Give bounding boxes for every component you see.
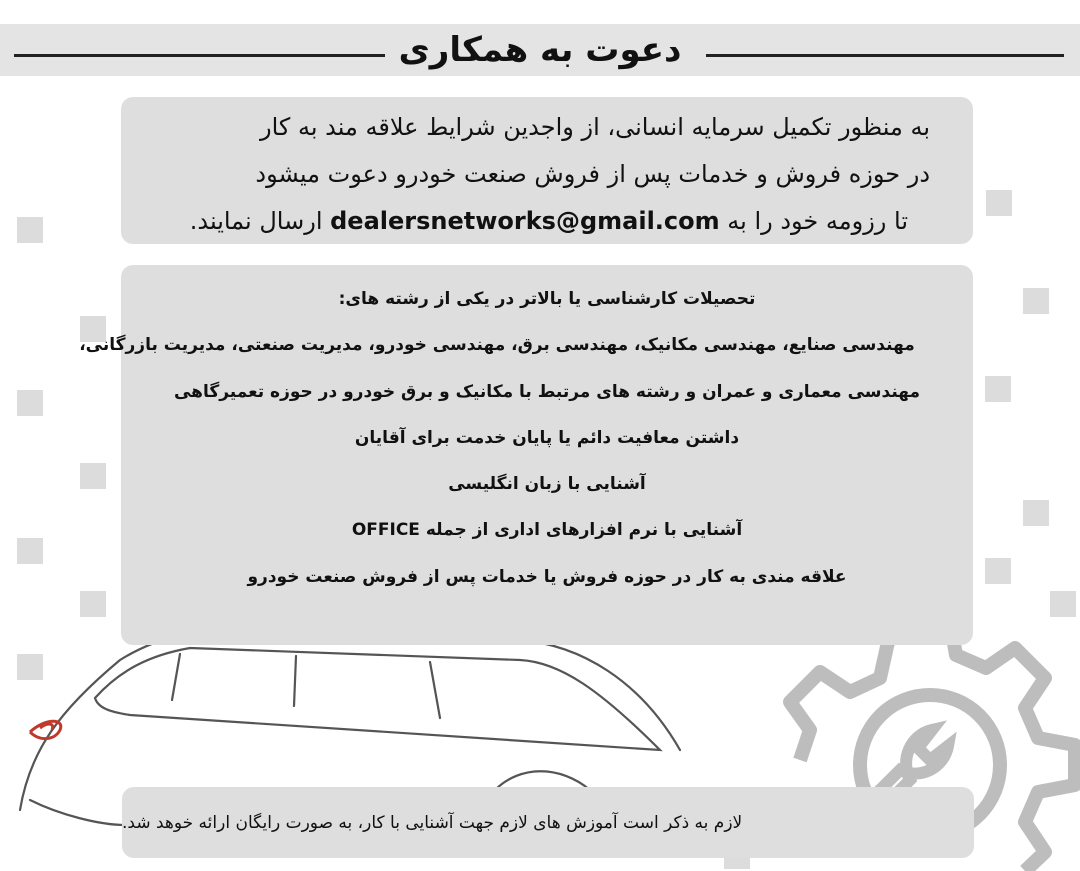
requirement-item: تحصیلات کارشناسی یا بالاتر در یکی از رشته های: (338, 289, 756, 309)
intro-text (150, 104, 930, 245)
intro-line-2: در حوزه فروش و خدمات پس از فروش صنعت خودرو دعوت میشود (255, 160, 930, 188)
requirement-item: مهندسی معماری و عمران و رشته های مرتبط با مکانیک و برق خودرو در حوزه تعمیرگاهی (173, 381, 921, 402)
decor-square (80, 463, 106, 489)
requirement-item: علاقه مندی به کار در حوزه فروش یا خدمات پس از فروش صنعت خودرو (247, 566, 847, 587)
page-title-text: دعوت به همکاری (385, 30, 696, 70)
intro-line-3 (150, 198, 930, 245)
decor-square (17, 390, 43, 416)
intro-line-3-suffix: ارسال نمایند. (189, 207, 331, 235)
decor-square (986, 190, 1012, 216)
decor-square (17, 217, 43, 243)
decor-square (1023, 500, 1049, 526)
requirements-list (79, 276, 973, 600)
decor-square (1023, 288, 1049, 314)
requirement-item: مهندسی صنایع، مهندسی مکانیک، مهندسی برق، مهندسی خودرو، مدیریت صنعتی، مدیریت بازرگانی، (79, 335, 915, 356)
requirement-item: آشنایی با نرم افزارهای اداری از جمله OFFICE (351, 520, 743, 541)
requirement-item: داشتن معافیت دائم یا پایان خدمت برای آقایان (354, 427, 740, 448)
decor-square (17, 538, 43, 564)
decor-square (985, 558, 1011, 584)
decor-square (985, 376, 1011, 402)
requirement-item: آشنایی با زبان انگلیسی (448, 474, 646, 495)
footer-note: لازم به ذکر است آموزش های لازم جهت آشنایی با کار، به صورت رایگان ارائه خوهد شد. (122, 812, 743, 833)
email-link[interactable]: dealersnetworks@gmail.com (330, 207, 720, 235)
intro-line-3-prefix: تا رزومه خود را به (719, 207, 908, 235)
page-title (0, 24, 1080, 76)
intro-line-1: به منظور تکمیل سرمایه انسانی، از واجدین شرایط علاقه مند به کار (260, 113, 930, 141)
